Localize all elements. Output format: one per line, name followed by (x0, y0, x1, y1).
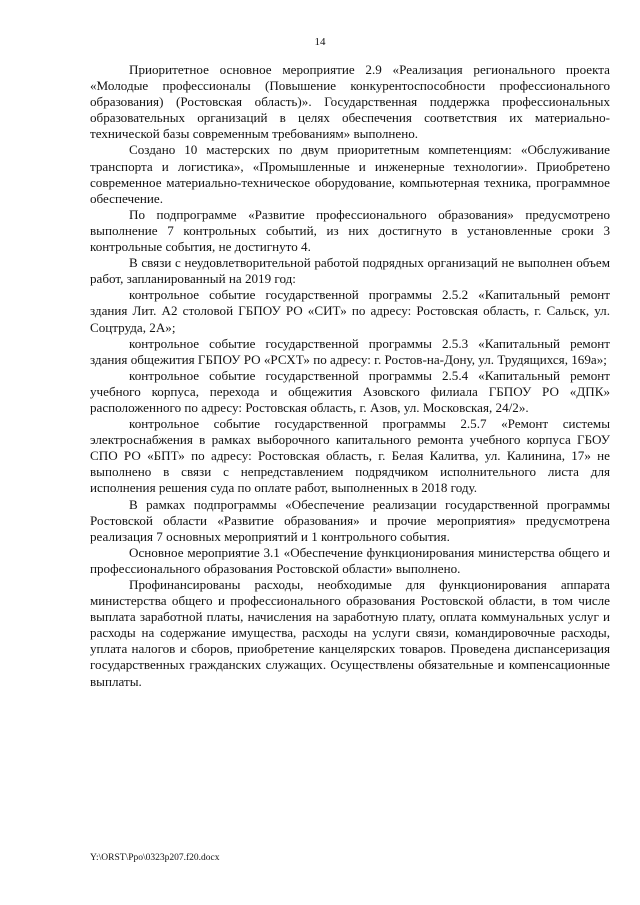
footer-file-path: Y:\ORST\Ppo\0323p207.f20.docx (90, 853, 220, 863)
paragraph: контрольное событие государственной программы 2.5.3 «Капитальный ремонт здания общежития ГБПОУ РО «РСХТ» по адресу: г. Ростов-на-Дону, ул. Трудящихся, 169а»; (90, 335, 610, 367)
document-body (90, 62, 610, 690)
paragraph: По подпрограмме «Развитие профессионального образования» предусмотрено выполнение 7 контрольных событий, из них достигнуто в установленные сроки 3 контрольные события, не достигнуто 4. (90, 206, 610, 255)
paragraph: Основное мероприятие 3.1 «Обеспечение функционирования министерства общего и профессионального образования Ростовской области» выполнено. (90, 544, 610, 576)
page-number: 14 (314, 36, 326, 48)
paragraph: Приоритетное основное мероприятие 2.9 «Реализация регионального проекта «Молодые профессионалы (Повышение конкурентоспособности профессионального образования) (Ростовская область)». Государственная поддержка профессиональных образовательных организаций в целях обеспечения соответствия их материально-технической базы современным требованиям» выполнено. (90, 62, 610, 142)
paragraph: контрольное событие государственной программы 2.5.4 «Капитальный ремонт учебного корпуса, перехода и общежития Азовского филиала ГБПОУ РО «ДПК» расположенного по адресу: Ростовская область, г. Азов, ул. Московская, 24/2». (90, 367, 610, 415)
paragraph: контрольное событие государственной программы 2.5.2 «Капитальный ремонт здания Лит. А2 столовой ГБПОУ РО «СИТ» по адресу: Ростовская область, г. Сальск, ул. Соцтруда, 2А»; (90, 287, 610, 335)
paragraph: В рамках подпрограммы «Обеспечение реализации государственной программы Ростовской области «Развитие образования» и прочие мероприятия» предусмотрена реализация 7 основных мероприятий и 1 контрольного события. (90, 496, 610, 544)
paragraph: контрольное событие государственной программы 2.5.7 «Ремонт системы электроснабжения в рамках выборочного капитального ремонта учебного корпуса ГБОУ СПО РО «БПТ» по адресу: Ростовская область, г. Белая Калитва, ул. Калинина, 17» не выполнено в связи с непредставлением подрядчиком исполнительного листа для исполнения решения суда по оплате работ, выполненных в 2018 году. (90, 416, 610, 496)
paragraph: Создано 10 мастерских по двум приоритетным компетенциям: «Обслуживание транспорта и логистика», «Промышленные и инженерные технологии». Приобретено современное материально-техническое оборудование, компьютерная техника, программное обеспечение. (90, 142, 610, 206)
paragraph: Профинансированы расходы, необходимые для функционирования аппарата министерства общего и профессионального образования Ростовской области, в том числе выплата заработной платы, начисления на заработную плату, оплата коммунальных услуг и расходы на содержание имущества, расходы на услуги связи, командировочные расходы, уплата налогов и сборов, приобретение канцелярских товаров. Проведена диспансеризация государственных гражданских служащих. Осуществлены обязательные и компенсационные выплаты. (90, 577, 610, 689)
paragraph: В связи с неудовлетворительной работой подрядных организаций не выполнен объем работ, запланированный на 2019 год: (90, 255, 610, 287)
